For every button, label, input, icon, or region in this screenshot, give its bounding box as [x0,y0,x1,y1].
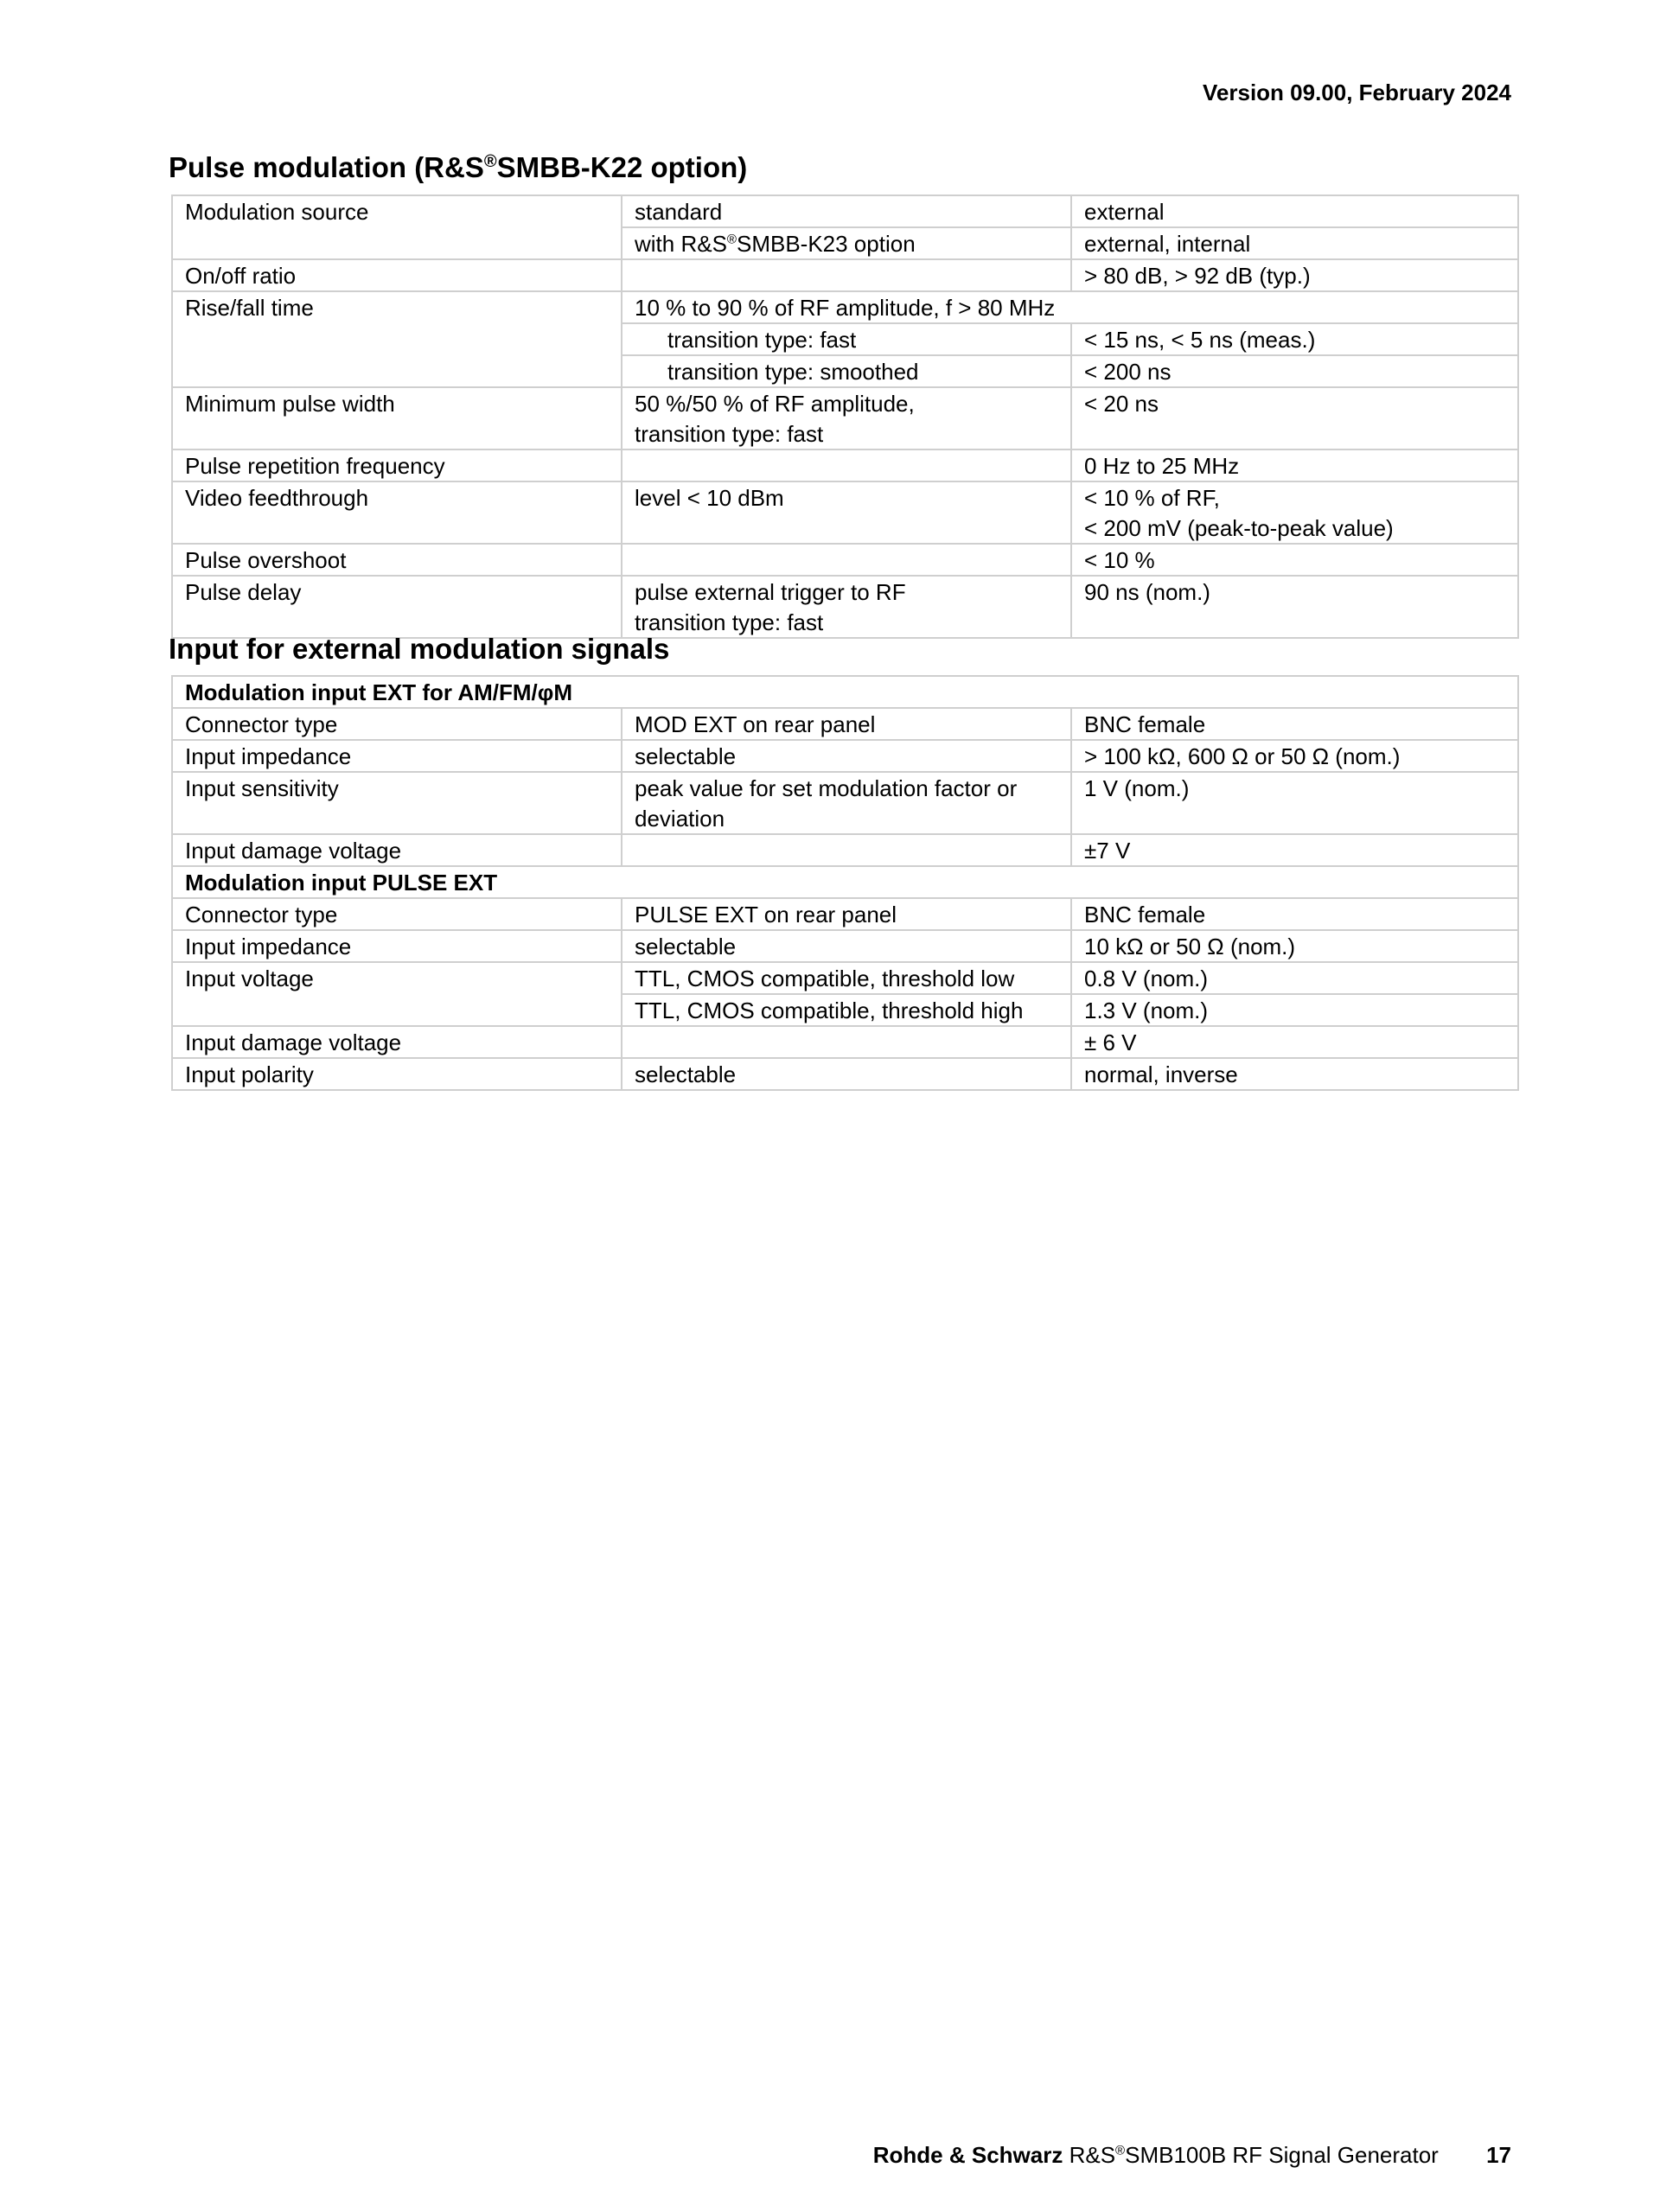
table-row: Connector type MOD EXT on rear panel BNC female [172,708,1518,740]
table-row: TTL, CMOS compatible, threshold high 1.3 V (nom.) [172,994,1518,1026]
table-row: with R&S®SMBB-K23 option external, internal [172,227,1518,259]
table-row: Pulse overshoot < 10 % [172,544,1518,576]
table-row: Input damage voltage ± 6 V [172,1026,1518,1058]
table-row: Modulation source standard external [172,195,1518,227]
table-row: Input damage voltage ±7 V [172,834,1518,866]
pulse-modulation-table [171,194,1519,639]
table-row: Input impedance selectable > 100 kΩ, 600 Ω or 50 Ω (nom.) [172,740,1518,772]
table-row: Pulse delay pulse external trigger to RF 90 ns (nom.) [172,576,1518,607]
table-row: Rise/fall time 10 % to 90 % of RF amplitude, f > 80 MHz [172,291,1518,323]
footer-product: R&S®SMB100B RF Signal Generator [1069,2142,1439,2168]
table-row: Minimum pulse width 50 %/50 % of RF amplitude, < 20 ns [172,387,1518,418]
external-modulation-table [171,675,1519,1091]
page-footer [873,2142,1511,2169]
table-row: Video feedthrough level < 10 dBm < 10 % of RF, [172,481,1518,513]
table-row: transition type: fast [172,418,1518,449]
table-group-header: Modulation input EXT for AM/FM/φM [172,676,1518,708]
table-row: Input sensitivity peak value for set modulation factor or 1 V (nom.) [172,772,1518,803]
table-row: On/off ratio > 80 dB, > 92 dB (typ.) [172,259,1518,291]
section-title-external-modulation: Input for external modulation signals [169,633,670,665]
table-row: Connector type PULSE EXT on rear panel BNC female [172,898,1518,930]
table-row: transition type: fast < 15 ns, < 5 ns (meas.) [172,323,1518,355]
table-row: transition type: smoothed < 200 ns [172,355,1518,387]
table-row: < 200 mV (peak-to-peak value) [172,513,1518,544]
table-row: Input impedance selectable 10 kΩ or 50 Ω (nom.) [172,930,1518,962]
table-row: Input polarity selectable normal, inverse [172,1058,1518,1090]
version-label: Version 09.00, February 2024 [1203,80,1511,105]
footer-brand: Rohde & Schwarz [872,2142,1063,2168]
table-row: transition type: fast [172,607,1518,638]
table-row: Input voltage TTL, CMOS compatible, threshold low 0.8 V (nom.) [172,962,1518,994]
table-group-header: Modulation input PULSE EXT [172,866,1518,898]
table-row: Pulse repetition frequency 0 Hz to 25 MHz [172,449,1518,481]
table-row: deviation [172,803,1518,834]
page-number: 17 [1486,2142,1511,2168]
section-title-pulse-modulation: Pulse modulation (R&S®SMBB-K22 option) [169,151,748,183]
